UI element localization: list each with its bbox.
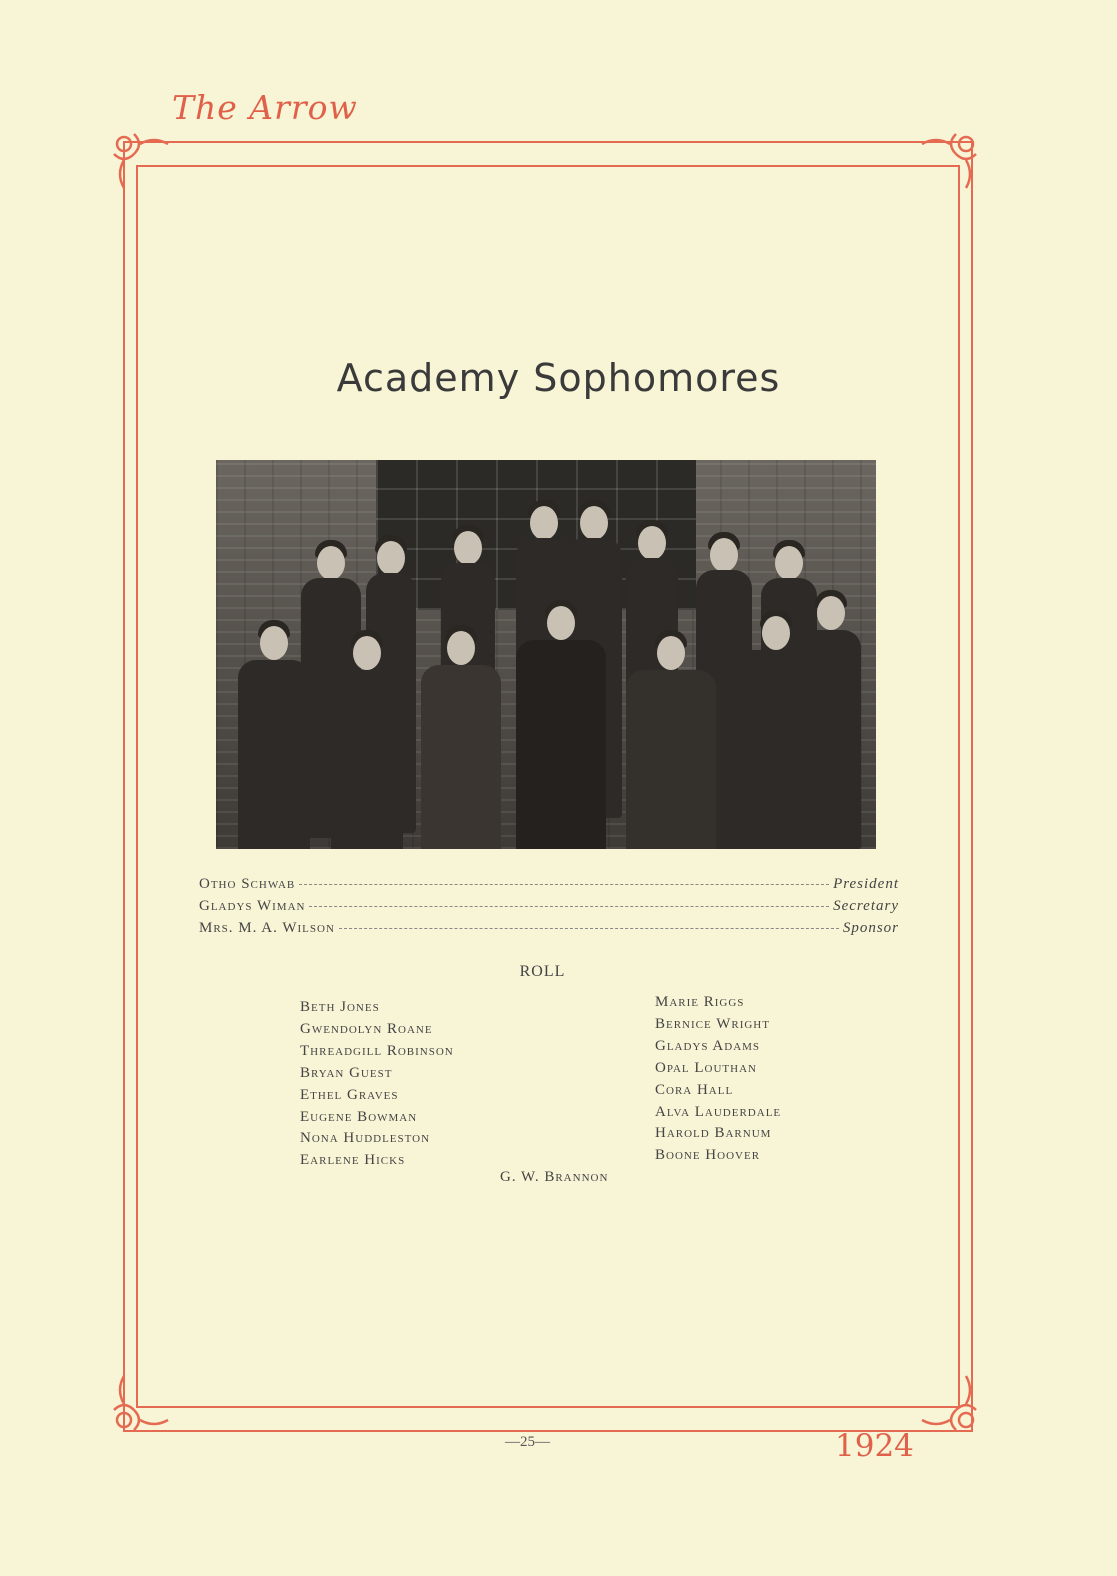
officer-name: Gladys Wiman — [199, 898, 306, 914]
corner-ornament-bottom-right — [918, 1372, 980, 1434]
roll-name: Bryan Guest — [300, 1064, 393, 1081]
corner-ornament-bottom-left — [110, 1372, 172, 1434]
roll-heading: ROLL — [519, 963, 566, 980]
roll-name: Earlene Hicks — [300, 1152, 406, 1169]
officer-name: Mrs. M. A. Wilson — [199, 920, 335, 936]
roll-name: Boone Hoover — [655, 1147, 761, 1164]
roll-name: Threadgill Robinson — [300, 1042, 454, 1059]
officer-role: Secretary — [833, 898, 899, 914]
corner-ornament-top-right — [918, 130, 980, 192]
officer-row — [199, 876, 899, 898]
roll-name: Gwendolyn Roane — [300, 1020, 433, 1037]
roll-name: Eugene Bowman — [300, 1108, 418, 1125]
yearbook-title: The Arrow — [172, 88, 358, 127]
section-title: Academy Sophomores — [336, 356, 781, 400]
roll-name: Cora Hall — [655, 1081, 734, 1098]
officer-row — [199, 898, 899, 920]
dotted-leader — [309, 906, 829, 907]
corner-ornament-top-left — [110, 130, 172, 192]
roll-name-last: G. W. Brannon — [500, 1169, 609, 1185]
officer-role: Sponsor — [842, 920, 899, 936]
roll-name: Alva Lauderdale — [655, 1103, 782, 1120]
yearbook-year: 1924 — [835, 1428, 914, 1464]
dotted-leader — [339, 928, 839, 929]
roll-name: Ethel Graves — [300, 1086, 399, 1103]
class-group-photo — [216, 460, 876, 849]
officer-row — [199, 920, 899, 942]
roll-name: Marie Riggs — [655, 994, 745, 1010]
dotted-leader — [299, 884, 829, 885]
roll-name: Nona Huddleston — [300, 1130, 431, 1147]
officer-name: Otho Schwab — [199, 876, 296, 892]
roll-list-left — [300, 997, 454, 1172]
roll-name: Gladys Adams — [655, 1037, 761, 1054]
officer-role: President — [833, 876, 899, 892]
roll-list-right — [655, 992, 781, 1167]
roll-name: Bernice Wright — [655, 1015, 770, 1032]
roll-name: Harold Barnum — [655, 1125, 772, 1142]
roll-name: Beth Jones — [300, 999, 380, 1015]
roll-name: Opal Louthan — [655, 1059, 757, 1076]
page-number: —25— — [505, 1434, 550, 1450]
officers-list — [199, 876, 899, 942]
